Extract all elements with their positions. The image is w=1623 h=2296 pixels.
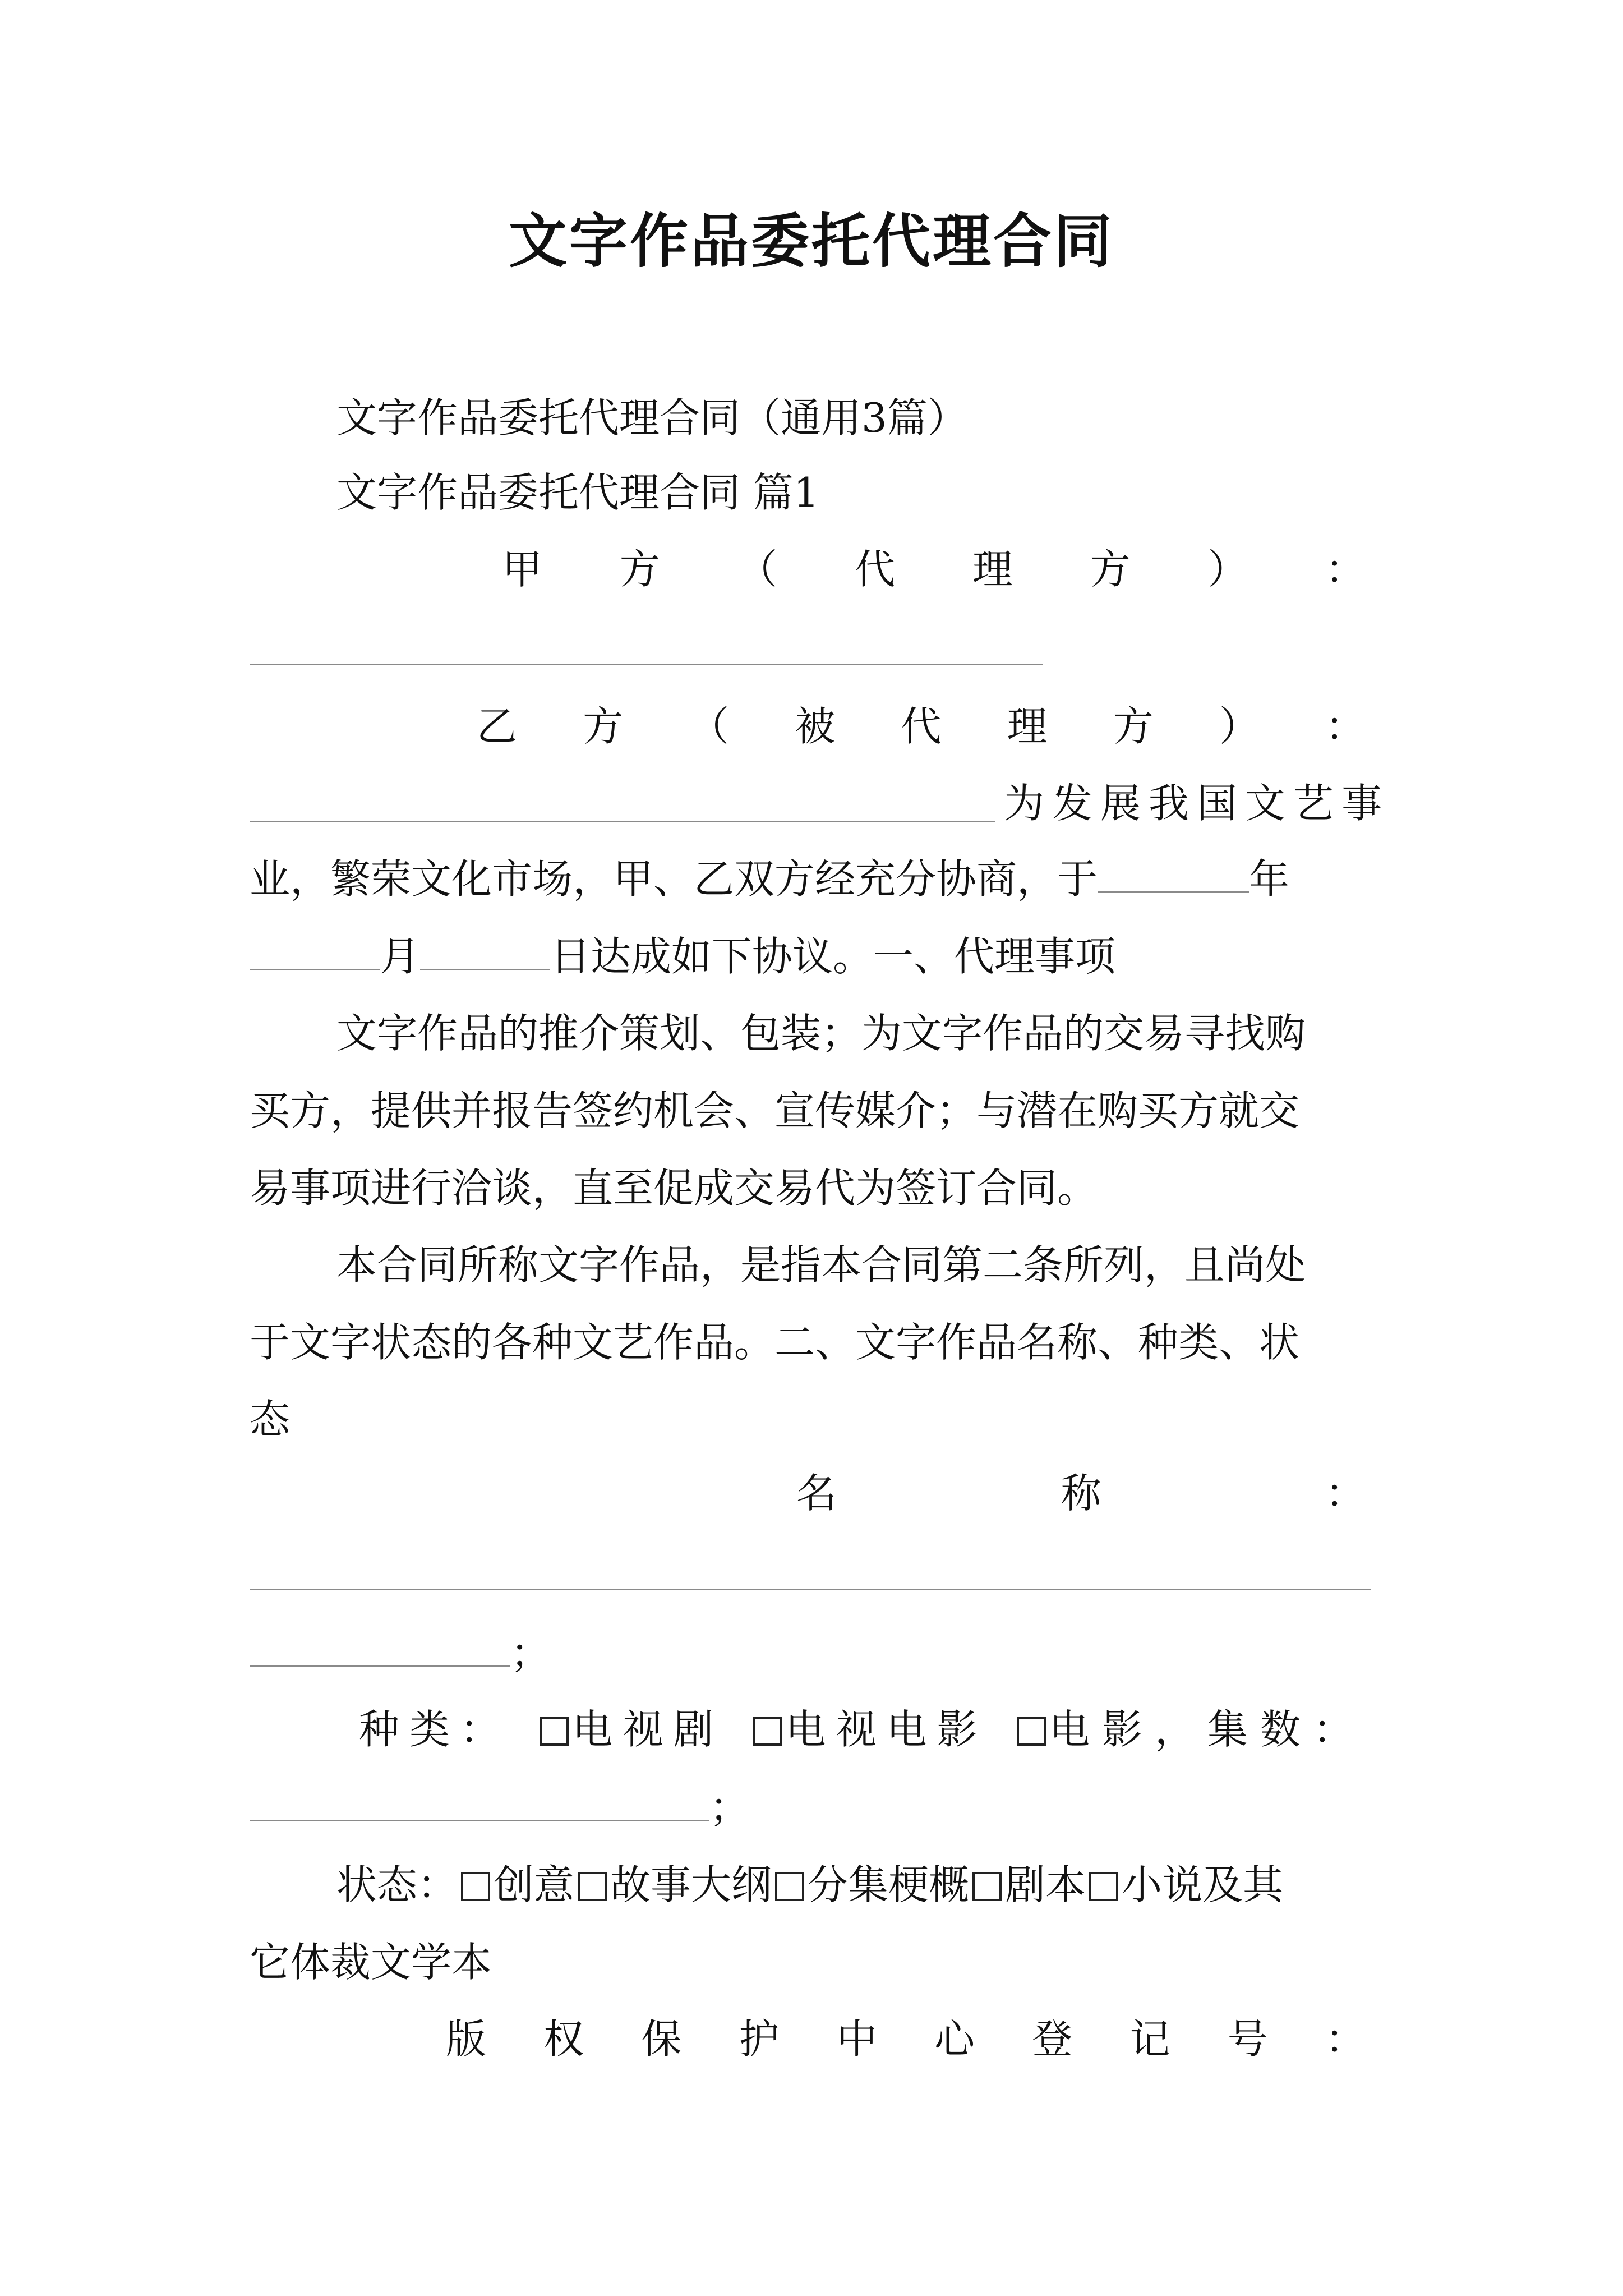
day-blank[interactable] (420, 932, 550, 970)
year-blank[interactable] (1098, 854, 1249, 893)
party-a-char: 代 (855, 546, 896, 593)
name-char: 称 (1061, 1470, 1101, 1517)
purpose-line-3 (250, 928, 1388, 984)
name-blank-line-2 (250, 1625, 1388, 1681)
checkbox-icon[interactable] (775, 1872, 804, 1901)
type-line (359, 1701, 1366, 1757)
name-blank[interactable] (250, 1589, 1371, 1590)
registration-label (446, 2011, 1366, 2067)
party-b-char: 代 (901, 703, 942, 750)
status-option: 故事大纲 (610, 1861, 772, 1908)
name-label (796, 1465, 1366, 1521)
type-option-label: 电视电影 (785, 1706, 988, 1753)
status-line-2: 它体裁文学本 (250, 1939, 492, 1986)
scope-line-2: 买方，提供并报告签约机会、宣传媒介；与潜在购买方就交 (250, 1087, 1300, 1134)
purpose-line-2 (250, 851, 1388, 907)
registration-char: 权 (543, 2016, 584, 2063)
party-a-char: 方 (1090, 546, 1131, 593)
party-b-char: 被 (795, 703, 836, 750)
status-option: 分集梗概 (808, 1861, 970, 1908)
status-option: 剧本 (1005, 1861, 1086, 1908)
type-label: 种类： (359, 1706, 511, 1753)
party-b-char: ： (1325, 703, 1366, 750)
party-a-char: 方 (619, 546, 660, 593)
status-option: 小说及其 (1122, 1861, 1284, 1908)
registration-char: 登 (1032, 2016, 1073, 2063)
party-a-char: 甲 (502, 546, 543, 593)
registration-char: 记 (1129, 2016, 1170, 2063)
year-label: 年 (1249, 855, 1290, 903)
episodes-blank[interactable] (250, 1783, 709, 1821)
scope-line-3: 易事项进行洽谈，直至促成交易代为签订合同。 (250, 1165, 1098, 1212)
type-option (1013, 1701, 1366, 1757)
registration-char: 中 (836, 2016, 877, 2063)
month-blank[interactable] (250, 932, 380, 970)
registration-char: ： (1325, 2016, 1366, 2063)
registration-char: 保 (641, 2016, 682, 2063)
checkbox-icon[interactable] (461, 1872, 490, 1901)
definition-line-2: 于文字状态的各种文艺作品。二、文字作品名称、种类、状 (250, 1319, 1300, 1366)
party-b-label (477, 698, 1366, 754)
document-title: 文字作品委托代理合同 (508, 206, 1114, 275)
name-char: ： (1325, 1470, 1366, 1517)
status-line (336, 1857, 1388, 1913)
part-heading: 文字作品委托代理合同 篇1 (336, 469, 819, 516)
name-blank-continued[interactable] (250, 1628, 510, 1667)
definition-line-3: 态 (250, 1396, 291, 1443)
party-b-char: 方 (583, 703, 624, 750)
type-option-label: 电影，集数： (1049, 1706, 1366, 1753)
party-a-blank[interactable] (250, 664, 1043, 665)
type-option (536, 1701, 723, 1757)
purpose-line-2-text: 业，繁荣文化市场，甲、乙双方经充分协商，于 (250, 855, 1098, 903)
name-char: 名 (796, 1470, 837, 1517)
type-semicolon: ； (709, 1784, 750, 1831)
episodes-blank-line (250, 1779, 1388, 1835)
party-a-char: ） (1207, 546, 1248, 593)
type-option-label: 电视剧 (572, 1706, 724, 1753)
purpose-text-start: 为发展我国文艺事 (1004, 780, 1390, 827)
month-label: 月 (380, 933, 421, 980)
checkbox-icon[interactable] (753, 1717, 782, 1746)
checkbox-icon[interactable] (972, 1872, 1002, 1901)
checkbox-icon[interactable] (1089, 1872, 1118, 1901)
type-option (750, 1701, 988, 1757)
party-a-label (502, 541, 1366, 597)
status-option: 创意 (494, 1861, 575, 1908)
registration-char: 号 (1227, 2016, 1268, 2063)
party-b-blank[interactable] (250, 821, 995, 822)
registration-char: 心 (934, 2016, 975, 2063)
party-a-char: （ (737, 546, 778, 593)
party-b-char: 理 (1007, 703, 1048, 750)
scope-line-1: 文字作品的推介策划、包装；为文字作品的交易寻找购 (336, 1010, 1306, 1057)
document-subtitle: 文字作品委托代理合同（通用3篇） (336, 394, 968, 441)
status-label: 状态： (336, 1861, 458, 1908)
checkbox-icon[interactable] (1017, 1717, 1046, 1746)
definition-line-1: 本合同所称文字作品，是指本合同第二条所列，且尚处 (336, 1241, 1306, 1289)
party-a-char: ： (1325, 546, 1366, 593)
party-b-char: 方 (1113, 703, 1154, 750)
registration-char: 版 (446, 2016, 487, 2063)
checkbox-icon[interactable] (540, 1717, 569, 1746)
name-semicolon: ； (510, 1630, 551, 1677)
party-b-char: ） (1219, 703, 1260, 750)
party-b-char: （ (689, 703, 730, 750)
checkbox-icon[interactable] (578, 1872, 607, 1901)
registration-char: 护 (739, 2016, 780, 2063)
party-a-char: 理 (972, 546, 1013, 593)
agreement-text: 日达成如下协议。一、代理事项 (550, 933, 1116, 980)
party-b-char: 乙 (477, 703, 518, 750)
